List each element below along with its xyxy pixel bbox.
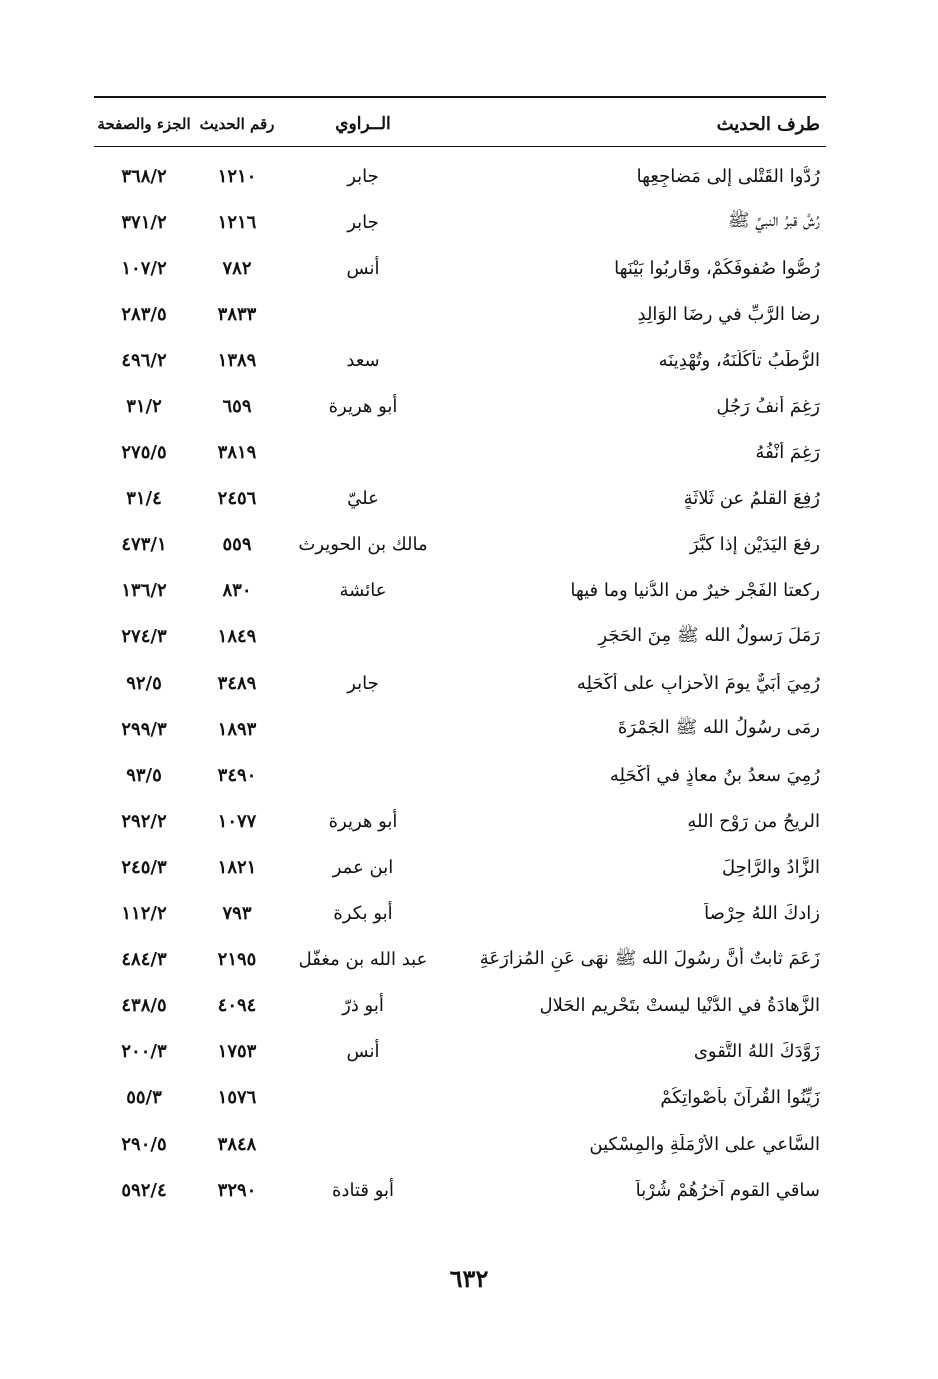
row-vol-page: ١٣٦/٢ xyxy=(121,580,167,602)
row-narrator: أنس xyxy=(346,1041,380,1063)
table-body xyxy=(94,147,826,1213)
row-narrator: جابر xyxy=(347,672,379,694)
header-narrator: الــراوي xyxy=(335,114,391,134)
table-row xyxy=(94,199,826,245)
row-narrator: عبد الله بن مغفّل xyxy=(298,949,428,971)
row-vol-page: ٤٧٣/١ xyxy=(121,534,167,556)
row-hadith: رُصُّوا صُفوفَكُمْ، وقَارِبُوا بَيْنَها xyxy=(614,257,820,279)
row-vol-page: ١١٢/٢ xyxy=(121,903,167,925)
row-vol-page: ٢٧٤/٣ xyxy=(121,626,167,648)
row-hadith: ساقي القومِ آخرُهُمْ شُرْباً xyxy=(635,1179,820,1201)
row-number: ١٥٧٦ xyxy=(217,1087,257,1109)
row-vol-page: ٣١/٢ xyxy=(126,396,162,418)
row-hadith: رمَى رسُولُ الله ﷺ الجَمْرَةَ xyxy=(617,717,820,739)
row-hadith: زَوَّدَكَ اللهُ التَّقوى xyxy=(693,1041,820,1063)
row-hadith: رَمَلَ رَسولُ الله ﷺ مِنَ الحَجَرِ xyxy=(598,624,820,646)
row-hadith: رِضا الرَّبِّ في رِضَا الوَالِدِ xyxy=(637,303,820,325)
row-vol-page: ٤٩٦/٢ xyxy=(121,349,167,371)
row-hadith: رفعَ اليَدَيْنِ إذا كبَّرَ xyxy=(689,534,820,556)
header-number: رقم الحديث xyxy=(199,115,275,133)
row-hadith: رُشَّ قبرُ النبيِّ ﷺ xyxy=(727,210,820,232)
table-row xyxy=(94,568,826,614)
table-row xyxy=(94,844,826,890)
row-vol-page: ١٠٧/٢ xyxy=(121,257,167,279)
row-hadith: رَغِمَ أنفُ رَجُلٍ xyxy=(716,396,820,418)
row-hadith: رُفِعَ القلمُ عن ثَلاثَةٍ xyxy=(683,488,820,510)
row-vol-page: ٢٩٩/٣ xyxy=(121,718,167,740)
table-row xyxy=(94,153,826,199)
row-number: ١٧٥٣ xyxy=(217,1041,257,1063)
row-number: ١٠٧٧ xyxy=(217,810,257,832)
table-row xyxy=(94,937,826,983)
row-vol-page: ٤٨٤/٣ xyxy=(121,949,167,971)
row-vol-page: ٢٩٠/٥ xyxy=(121,1133,167,1155)
row-number: ٥٥٩ xyxy=(222,534,252,556)
table-row xyxy=(94,752,826,798)
row-number: ٣٨٣٣ xyxy=(217,303,257,325)
table-row xyxy=(94,476,826,522)
row-vol-page: ٥٥/٣ xyxy=(126,1087,162,1109)
table-row xyxy=(94,983,826,1029)
row-vol-page: ٢٠٠/٣ xyxy=(121,1041,167,1063)
row-number: ١٨٢١ xyxy=(217,856,257,878)
row-vol-page: ٣٧١/٢ xyxy=(121,211,167,233)
row-hadith: ركعتا الفَجْرِ خيرٌ من الدُّنيا وما فيها xyxy=(570,580,820,602)
row-hadith: الزَّادُ والرَّاحِلَ xyxy=(721,856,820,878)
table-row xyxy=(94,891,826,937)
row-number: ٣٤٩٠ xyxy=(217,764,257,786)
row-narrator: جابر xyxy=(347,165,379,187)
row-hadith: الزَّهادَةُ في الدُّنْيا ليستْ بتَحْريمِ الحَلالِ xyxy=(539,995,820,1017)
index-table xyxy=(94,96,826,1213)
row-vol-page: ٢٤٥/٣ xyxy=(121,856,167,878)
row-hadith: رَغِمَ أَنْفُهُ xyxy=(755,442,820,464)
row-hadith: الرُّطَبُ تأكُلُنَهُ، وتُهْدِينَه xyxy=(658,349,820,371)
table-row xyxy=(94,660,826,706)
row-number: ٣٨١٩ xyxy=(217,442,257,464)
row-number: ٢١٩٥ xyxy=(217,949,257,971)
row-hadith: زادكَ اللهُ حِرْصاً xyxy=(704,903,820,925)
row-number: ١٣٨٩ xyxy=(217,349,257,371)
row-narrator: مالك بن الحويرث xyxy=(298,534,428,556)
row-narrator: أبو ذرّ xyxy=(342,995,384,1017)
row-vol-page: ٣٦٨/٢ xyxy=(121,165,167,187)
row-narrator: ابن عمر xyxy=(332,856,394,878)
row-vol-page: ٢٨٣/٥ xyxy=(121,303,167,325)
table-row xyxy=(94,337,826,383)
table-row xyxy=(94,430,826,476)
row-number: ٣٢٩٠ xyxy=(217,1179,257,1201)
row-narrator: أبو بكرة xyxy=(333,903,393,925)
table-row xyxy=(94,614,826,660)
row-hadith: رُمِيَ سعدُ بنُ معاذٍ في أَكْحَلِه xyxy=(609,764,820,786)
row-number: ٣٨٤٨ xyxy=(217,1133,257,1155)
table-row xyxy=(94,245,826,291)
row-hadith: السَّاعي على الأَرْمَلَةِ والمِسْكينِ xyxy=(589,1133,820,1155)
table-row xyxy=(94,1121,826,1167)
row-hadith: زَيِّنُوا القُرآنَ بأَصْواتِكُمْ xyxy=(660,1087,820,1109)
row-narrator: أبو قتادة xyxy=(332,1179,394,1201)
row-number: ٦٥٩ xyxy=(222,396,252,418)
row-number: ٣٤٨٩ xyxy=(217,672,257,694)
row-vol-page: ٢٧٥/٥ xyxy=(121,442,167,464)
row-narrator: جابر xyxy=(347,211,379,233)
row-number: ١٢١٦ xyxy=(217,211,257,233)
top-rule xyxy=(94,96,826,98)
table-header xyxy=(94,102,826,147)
row-vol-page: ٩٢/٥ xyxy=(126,672,162,694)
header-vol-page: الجزء والصفحة xyxy=(97,115,191,133)
row-number: ١٨٤٩ xyxy=(217,626,257,648)
table-row xyxy=(94,798,826,844)
row-number: ٧٨٢ xyxy=(222,257,252,279)
row-number: ١٨٩٣ xyxy=(217,718,257,740)
row-narrator: عليّ xyxy=(347,488,379,510)
row-vol-page: ٩٣/٥ xyxy=(126,764,162,786)
row-hadith: رُمِيَ أُبَيٌّ يومَ الأحزابِ على أَكْحَلِه xyxy=(576,672,820,694)
row-number: ٧٩٣ xyxy=(222,903,252,925)
table-row xyxy=(94,1075,826,1121)
row-number: ١٢١٠ xyxy=(217,165,257,187)
row-vol-page: ٤٣٨/٥ xyxy=(121,995,167,1017)
row-hadith: رُدُّوا القَتْلى إلى مَضاجِعِها xyxy=(636,165,820,187)
page-number: ٦٣٢ xyxy=(449,1264,489,1293)
row-hadith: الريحُ من رَوْحِ اللهِ xyxy=(687,810,820,832)
table-row xyxy=(94,1167,826,1213)
table-row xyxy=(94,706,826,752)
table-row xyxy=(94,522,826,568)
row-narrator: سعد xyxy=(346,349,380,371)
table-row xyxy=(94,383,826,429)
row-number: ٢٤٥٦ xyxy=(217,488,257,510)
table-row xyxy=(94,1029,826,1075)
row-vol-page: ٢٩٢/٢ xyxy=(121,810,167,832)
row-number: ٨٣٠ xyxy=(222,580,252,602)
header-hadith: طرف الحديث xyxy=(716,113,820,135)
row-vol-page: ٣١/٤ xyxy=(126,488,162,510)
row-narrator: أبو هريرة xyxy=(328,396,398,418)
table-row xyxy=(94,291,826,337)
row-number: ٤٠٩٤ xyxy=(217,995,257,1017)
row-narrator: عائشة xyxy=(339,580,387,602)
row-narrator: أبو هريرة xyxy=(328,810,398,832)
row-hadith: زَعَمَ ثابتٌ أنَّ رسُولَ الله ﷺ نهَى عَنِ المُزارَعَةِ xyxy=(479,947,820,969)
row-vol-page: ٥٩٢/٤ xyxy=(121,1179,167,1201)
row-narrator: أنس xyxy=(346,257,380,279)
